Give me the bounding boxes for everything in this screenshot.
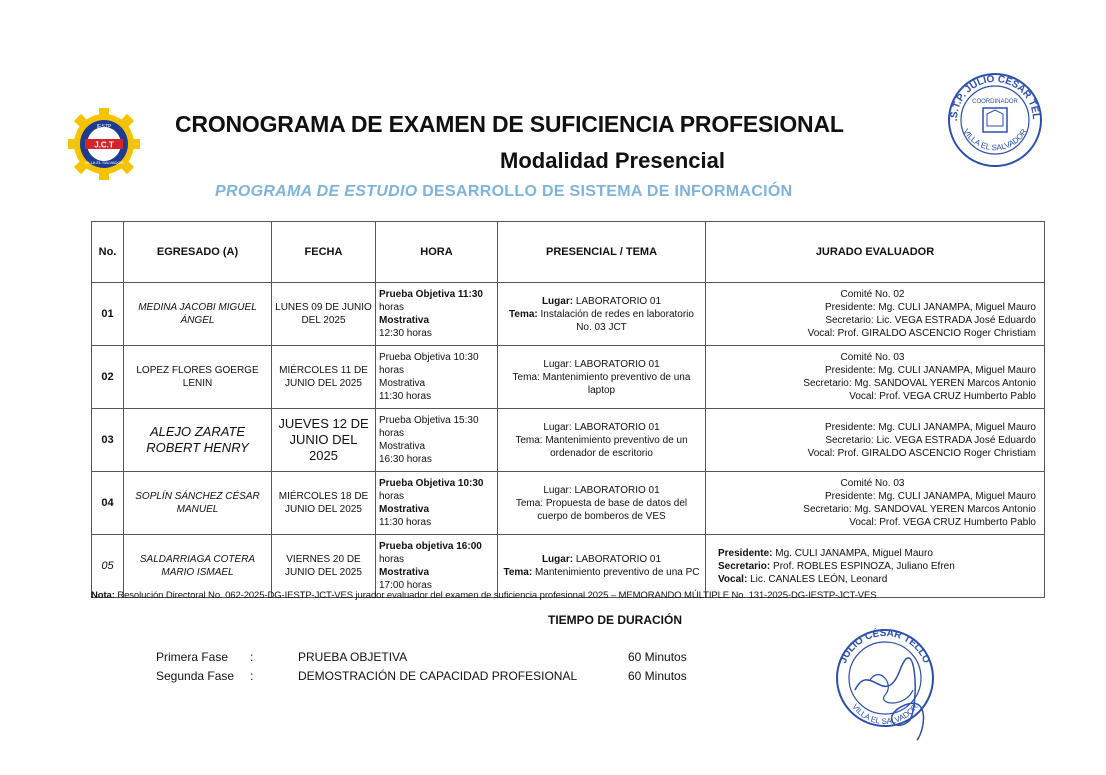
vocal-value: Prof. GIRALDO ASCENCIO Roger Christiam [837,447,1036,459]
header-egresado: EGRESADO (A) [124,222,272,283]
row-tema [498,472,706,535]
tema-label: Tema: [515,434,543,446]
presidente-line [718,547,1041,560]
coordination-seal [945,70,1045,170]
secretario-value: Mg. SANDOVAL YEREN Marcos Antonio [854,504,1036,515]
lugar-value: LABORATORIO 01 [575,554,662,565]
row-no: 05 [92,535,124,598]
presidente-line [709,490,1036,503]
presidente-value: Mg. CULI JANAMPA, Miguel Mauro [775,547,933,559]
vocal-label: Vocal: [849,517,877,528]
direction-seal [825,620,945,745]
seal-signature-icon [825,620,945,745]
lugar-value: LABORATORIO 01 [574,484,660,496]
hora-prueba: Prueba objetiva 16:00 [379,541,482,552]
comite: Comité No. 03 [840,352,905,363]
row-egresado: ALEJO ZARATE ROBERT HENRY [124,409,272,472]
hora-unit: horas [379,554,405,565]
secretario-label: Secretario: [803,378,852,389]
phase-2-name: Segunda Fase [156,669,235,683]
row-tema [498,409,706,472]
phase-2-activity: DEMOSTRACIÓN DE CAPACIDAD PROFESIONAL [298,669,578,683]
secretario-label: Secretario: [803,504,852,515]
row-hora [376,409,498,472]
hora-prueba: Prueba Objetiva 11:30 [379,289,483,300]
row-hora [376,346,498,409]
presidente-line [709,301,1036,314]
table-row [92,535,1045,598]
row-fecha: MIÉRCOLES 18 DE JUNIO DEL 2025 [272,472,376,535]
vocal-label: Vocal: [807,328,835,339]
row-fecha: LUNES 09 DE JUNIO DEL 2025 [272,283,376,346]
vocal-label: Vocal: [849,391,877,402]
duration-title: TIEMPO DE DURACIÓN [548,613,683,627]
tema-label: Tema: [512,371,540,383]
row-jurado [706,409,1045,472]
svg-text:COORDINADOR: COORDINADOR [972,99,1018,105]
vocal-line [718,573,1041,586]
secretario-line [709,377,1036,390]
row-jurado [706,283,1045,346]
presidente-label: Presidente: [824,365,876,376]
row-jurado [706,472,1045,535]
secretario-line [709,503,1036,516]
seal-stamp-icon [945,70,1045,170]
lugar-value: LABORATORIO 01 [574,421,660,433]
page-title: CRONOGRAMA DE EXAMEN DE SUFICIENCIA PROFESIONAL [175,111,844,137]
header-hora: HORA [376,222,498,283]
institute-logo [68,108,140,180]
vocal-value: Prof. VEGA CRUZ Humberto Pablo [879,517,1036,528]
comite: Comité No. 03 [840,478,905,489]
presidente-value: Mg. CULI JANAMPA, Miguel Mauro [878,491,1036,502]
table-row [92,346,1045,409]
vocal-line [709,447,1036,460]
lugar-label: Lugar: [543,421,572,433]
hora-prueba: Prueba Objetiva 10:30 [379,478,484,489]
lugar-value: LABORATORIO 01 [574,358,660,370]
schedule-table [91,221,1045,598]
comite: Comité No. 02 [840,289,905,300]
presidente-label: Presidente: [824,302,876,313]
row-no: 03 [92,409,124,472]
phase-2-time: 60 Minutos [628,669,687,683]
presidente-value: Mg. CULI JANAMPA, Miguel Mauro [878,365,1036,376]
vocal-line [709,390,1036,403]
hora-mostrativa-time: 11:30 horas [379,517,432,528]
hora-mostrativa-time: 16:30 horas [379,454,432,465]
svg-text:VILLA EL SALVADOR: VILLA EL SALVADOR [850,702,920,727]
secretario-value: Lic. VEGA ESTRADA José Eduardo [876,315,1036,326]
presidente-label: Presidente: [824,421,876,433]
svg-text:VILLA EL SALVADOR: VILLA EL SALVADOR [961,127,1029,153]
row-tema [498,535,706,598]
secretario-value: Mg. SANDOVAL YEREN Marcos Antonio [854,378,1036,389]
hora-mostrativa-time: 11:30 horas [379,391,432,402]
tema-label: Tema: [515,497,544,509]
hora-mostrativa: Mostrativa [379,315,430,326]
row-jurado [706,346,1045,409]
row-egresado: SALDARRIAGA COTERA MARIO ISMAEL [124,535,272,598]
row-jurado [706,535,1045,598]
hora-prueba: Prueba Objetiva 10:30 [379,352,479,363]
header-jurado: JURADO EVALUADOR [706,222,1045,283]
row-egresado: LOPEZ FLORES GOERGE LENIN [124,346,272,409]
hora-mostrativa: Mostrativa [379,504,430,515]
table-row [92,472,1045,535]
vocal-label: Vocal: [807,447,835,459]
row-hora [376,283,498,346]
program-name: DESARROLLO DE SISTEMA DE INFORMACIÓN [422,183,793,200]
table-row [92,409,1045,472]
logo-banner-text: J.C.T [94,140,114,150]
presidente-label: Presidente: [824,491,876,502]
phase-1-sep: : [250,650,254,664]
tema-label: Tema: [509,308,538,320]
secretario-line [718,560,1041,573]
svg-text:JULIO CÉSAR TELLO: JULIO CÉSAR TELLO [838,627,932,666]
presidente-value: Mg. CULI JANAMPA, Miguel Mauro [878,421,1036,433]
presidente-line [709,364,1036,377]
page-subtitle: Modalidad Presencial [500,148,725,173]
phase-1-name: Primera Fase [156,650,229,664]
row-egresado: SOPLÍN SÁNCHEZ CÉSAR MANUEL [124,472,272,535]
vocal-line [709,327,1036,340]
header-tema: PRESENCIAL / TEMA [498,222,706,283]
footnote [91,590,876,601]
program-line [215,183,792,201]
secretario-label: Secretario: [825,434,874,446]
tema-value: Instalación de redes en laboratorio No. 03 JCT [540,308,694,333]
vocal-value: Prof. VEGA CRUZ Humberto Pablo [879,391,1036,402]
phase-1-activity: PRUEBA OBJETIVA [298,650,408,664]
vocal-line [709,516,1036,529]
hora-mostrativa: Mostrativa [379,441,426,452]
lugar-value: LABORATORIO 01 [575,295,662,307]
logo-top-text: IESTP [96,124,112,130]
row-tema [498,346,706,409]
row-egresado: MEDINA JACOBI MIGUEL ÁNGEL [124,283,272,346]
presidente-value: Mg. CULI JANAMPA, Miguel Mauro [878,302,1036,313]
lugar-label: Lugar: [541,554,574,565]
lugar-label: Lugar: [541,295,574,307]
gear-logo-icon [68,108,140,180]
lugar-label: Lugar: [543,484,572,496]
tema-label: Tema: [503,567,533,578]
row-hora [376,535,498,598]
hora-mostrativa-time: 12:30 horas [379,328,432,339]
table-header-row [92,222,1045,283]
table-row [92,283,1045,346]
row-fecha: VIERNES 20 DE JUNIO DEL 2025 [272,535,376,598]
secretario-label: Secretario: [825,315,874,326]
vocal-value: Prof. GIRALDO ASCENCIO Roger Christiam [837,328,1036,339]
logo-bottom-text: VILLA EL SALVADOR [84,160,124,165]
row-no: 02 [92,346,124,409]
hora-mostrativa: Mostrativa [379,567,430,578]
footnote-label: Nota: [91,590,115,601]
row-no: 04 [92,472,124,535]
hora-unit: horas [379,491,405,502]
row-no: 01 [92,283,124,346]
tema-value: Mantenimiento preventivo de una laptop [542,371,691,396]
tema-value: Mantenimiento preventivo de un ordenador de escritorio [545,434,688,459]
secretario-line [709,314,1036,327]
lugar-label: Lugar: [543,358,572,370]
hora-unit: horas [379,365,405,376]
tema-value: Mantenimiento preventivo de una PC [534,567,700,578]
hora-prueba: Prueba Objetiva 15:30 [379,415,479,426]
secretario-label: Secretario: [718,560,771,572]
secretario-value: Lic. VEGA ESTRADA José Eduardo [876,434,1036,446]
phase-1-time: 60 Minutos [628,650,687,664]
row-fecha: MIÉRCOLES 11 DE JUNIO DEL 2025 [272,346,376,409]
presidente-label: Presidente: [718,547,773,559]
presidente-line [709,421,1036,434]
row-fecha: JUEVES 12 DE JUNIO DEL 2025 [272,409,376,472]
hora-mostrativa-time: 17:00 horas [379,580,432,591]
svg-text:I.E.S.T.P. JULIO CÉSAR TELLO: .S.T.P. JULIO CÉSAR TEL [948,73,1042,122]
hora-mostrativa: Mostrativa [379,378,426,389]
row-hora [376,472,498,535]
header-no: No. [92,222,124,283]
phase-2-sep: : [250,669,254,683]
secretario-line [709,434,1036,447]
program-prefix: PROGRAMA DE ESTUDIO [215,183,418,200]
hora-unit: horas [379,302,405,313]
hora-unit: horas [379,428,405,439]
tema-value: Propuesta de base de datos del cuerpo de bomberos de VES [537,497,688,522]
vocal-value: Lic. CANALES LEÓN, Leonard [750,573,888,585]
vocal-label: Vocal: [718,573,748,585]
secretario-value: Prof. ROBLES ESPINOZA, Juliano Efren [773,560,955,572]
row-tema [498,283,706,346]
header-fecha: FECHA [272,222,376,283]
footnote-text: Resolución Directoral No. 062-2025-DG-IESTP-JCT-VES jurador evaluador del examen de suficiencia profesional 2025 – MEMORANDO MÚLTIPLE No. 131-2025-DG-IESTP-JCT-VES [117,590,877,601]
